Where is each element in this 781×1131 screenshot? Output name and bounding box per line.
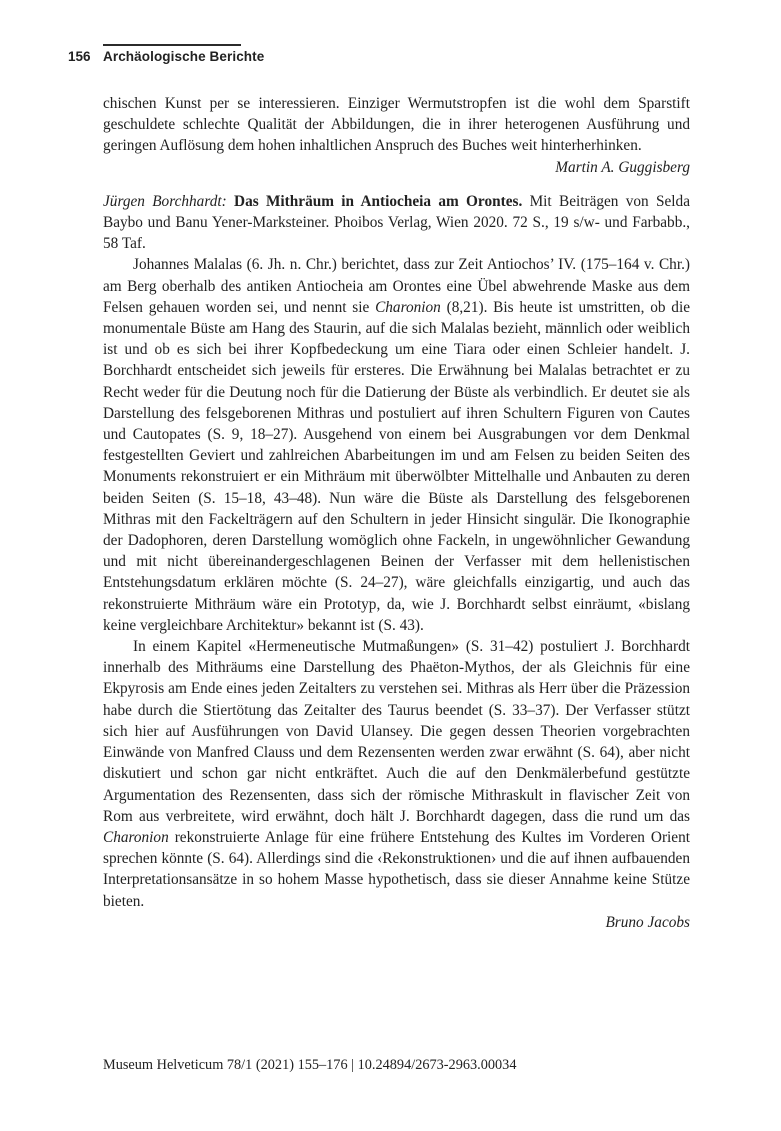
text-segment: (8,21). Bis heute ist umstritten, ob die monumentale Büste am Hang des Staurin, auf die sich Malalas bezieht, männlich oder weiblich ist und ob es sich bei ihrer Kopfbedeckung um eine Tiara oder einen Schleier handelt. J. Borchhardt entscheidet sich jeweils für ersteres. Die Erwähnung bei Malalas betrachtet er zu Recht weder für die Deutung noch für die Datierung der Büste als verbindlich. Er deutet sie als Darstellung des felsgeborenen Mithras und postuliert auf ihren Schultern Figuren von Cautes und Cautopates (S. 9, 18–27). Ausgehend von einem bei Ausgrabungen vor dem Denkmal festgestellten Geviert und zahlreichen Abarbeitungen im und am Felsen zu beiden Seiten des Monuments rekonstruiert er ein Mithräum mit überwölbter Mittelhalle und Anbauten zu deren beiden Seiten (S. 15–18, 43–48). Nun wäre die Büste als Darstellung des felsgeborenen Mithras mit den Fackelträgern auf den Schultern in jeder Hinsicht singulär. Die Ikonographie der Dadophoren, deren Darstellung womöglich ohne Fackeln, in ungewöhnlicher Gewandung und mit nicht übereinandergeschlagenen Beinen der Verfasser mit dem hellenistischen Entstehungsdatum erklären möchte (S. 24–27), wäre gleichfalls einzigartig, und auch das rekonstruierte Mithräum wäre ein Prototyp, da, wie J. Borchhardt selbst einräumt, «bislang keine vergleichbare Architektur» bekannt ist (S. 43). <box>103 298 690 634</box>
text-segment: In einem Kapitel «Hermeneutische Mutmaßungen» (S. 31–42) postuliert J. Borchhardt innerhalb des Mithräums eine Darstellung des Phaëton-Mythos, der als Gleichnis für eine Ekpyrosis am Ende eines jeden Zeitalters zu verstehen sei. Mithras als Herr über die Präzession habe durch die Stiertötung das Zeitalter des Taurus beendet (S. 33–37). Der Verfasser stützt sich hier auf Ausführungen von David Ulansey. Die gegen dessen Theorien vorgebrachten Einwände von Manfred Clauss und dem Rezensenten werden zwar erwähnt (S. 64), aber nicht diskutiert und schon gar nicht entkräftet. Auch die auf den Denkmälerbefund gestützte Argumentation des Rezensenten, dass sich der römische Mithraskult in flavischer Zeit von Rom aus verbreitete, wird erwähnt, doch hält J. Borchhardt dagegen, dass die rund um das <box>103 638 690 825</box>
text-column <box>103 93 690 933</box>
text-segment: Jürgen Borchhardt: <box>103 192 235 210</box>
reviewer-signature-guggisberg: Martin A. Guggisberg <box>555 158 690 176</box>
page-footer: Museum Helveticum 78/1 (2021) 155–176 | 10.24894/2673-2963.00034 <box>103 1057 517 1073</box>
review-body <box>103 254 690 911</box>
text-segment: Charonion <box>375 298 441 316</box>
review-paragraph <box>103 254 690 636</box>
text-segment: Charonion <box>103 828 169 846</box>
page-number: 156 <box>68 49 91 64</box>
review-paragraph <box>103 636 690 912</box>
header-rule <box>103 44 241 46</box>
reviewer-signature-jacobs: Bruno Jacobs <box>605 913 690 931</box>
text-segment: Johannes Malalas (6. Jh. n. Chr.) berichtet, dass zur Zeit Antiochos’ IV. (175–164 v. Chr.) am Berg oberhalb des antiken Antiocheia am Orontes eine Übel abwehrende Maske aus dem Felsen gehauen worden sei, und nennt sie <box>103 256 690 316</box>
previous-review-closing-paragraph: chischen Kunst per se interessieren. Einziger Wermutstropfen ist die wohl dem Sparstift geschuldete schlechte Qualität der Abbildungen, die in ihrer heterogenen Ausführung und geringen Auflösung dem hohen inhaltlichen Anspruch des Buches weit hinterherhinken. <box>103 95 690 155</box>
section-title: Archäologische Berichte <box>103 49 265 64</box>
text-segment: rekonstruierte Anlage für eine frühere Entstehung des Kultes im Vorderen Orient sprechen könnte (S. 64). Allerdings sind die ‹Rekonstruktionen› und die auf ihnen aufbauenden Interpretationsansätze in so hohem Masse hypothetisch, dass sie dieser Annahme keine Stütze bieten. <box>103 828 690 910</box>
text-segment: Das Mithräum in Antiocheia am Orontes. <box>234 192 530 210</box>
text-segment: Mit Beiträgen von Selda Baybo und Banu Yener-Marksteiner. Phoibos Verlag, Wien 2020. 72 S., 19 s/w- und Farbabb., 58 Taf. <box>103 192 690 253</box>
review-heading <box>103 191 690 255</box>
